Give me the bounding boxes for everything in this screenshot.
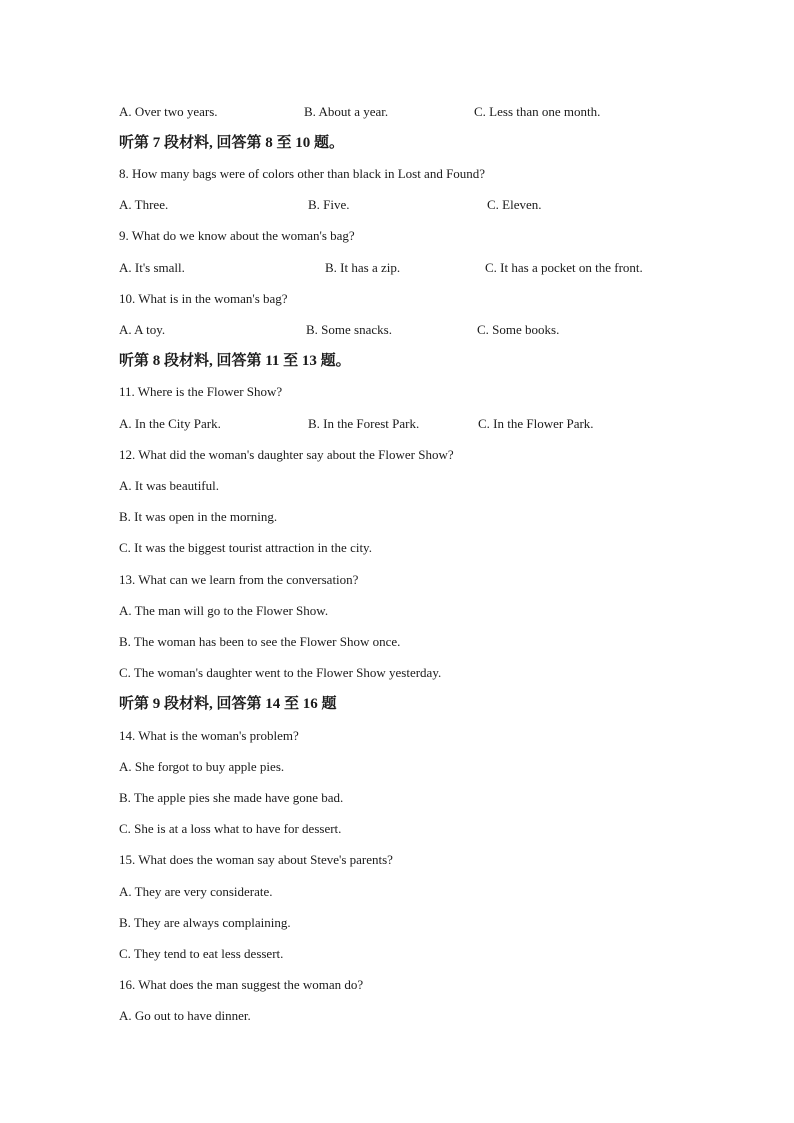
q16-text: 16. What does the man suggest the woman do? <box>119 977 364 992</box>
q11-option-c: C. In the Flower Park. <box>478 416 594 431</box>
q10-option-a: A. A toy. <box>119 322 166 337</box>
q15-option-b: B. They are always complaining. <box>119 915 291 930</box>
q16-option-a: A. Go out to have dinner. <box>119 1008 251 1023</box>
q14-option-b: B. The apple pies she made have gone bad. <box>119 790 344 805</box>
q14-option-c: C. She is at a loss what to have for dessert. <box>119 821 342 836</box>
q11-option-b: B. In the Forest Park. <box>308 416 420 431</box>
q14-option-a: A. She forgot to buy apple pies. <box>119 759 285 774</box>
q13-option-a: A. The man will go to the Flower Show. <box>119 603 329 618</box>
q8-option-b: B. Five. <box>308 197 350 212</box>
q15-option-a: A. They are very considerate. <box>119 884 273 899</box>
q8-option-c: C. Eleven. <box>487 197 542 212</box>
section-heading-7: 听第 7 段材料, 回答第 8 至 10 题。 <box>119 135 345 151</box>
q9-option-c: C. It has a pocket on the front. <box>485 260 643 275</box>
q14-text: 14. What is the woman's problem? <box>119 728 299 743</box>
q13-text: 13. What can we learn from the conversation? <box>119 572 359 587</box>
q12-text: 12. What did the woman's daughter say about the Flower Show? <box>119 447 454 462</box>
q8-text: 8. How many bags were of colors other than black in Lost and Found? <box>119 166 486 181</box>
q9-text: 9. What do we know about the woman's bag? <box>119 228 355 243</box>
q8-option-a: A. Three. <box>119 197 169 212</box>
q13-option-c: C. The woman's daughter went to the Flower Show yesterday. <box>119 665 442 680</box>
q9-option-b: B. It has a zip. <box>325 260 401 275</box>
q15-text: 15. What does the woman say about Steve's parents? <box>119 852 393 867</box>
section-heading-8: 听第 8 段材料, 回答第 11 至 13 题。 <box>119 353 351 369</box>
q10-text: 10. What is in the woman's bag? <box>119 291 288 306</box>
q15-option-c: C. They tend to eat less dessert. <box>119 946 284 961</box>
q7-option-b: B. About a year. <box>304 104 389 119</box>
q7-option-c: C. Less than one month. <box>474 104 601 119</box>
q12-option-b: B. It was open in the morning. <box>119 509 278 524</box>
q11-option-a: A. In the City Park. <box>119 416 221 431</box>
q11-text: 11. Where is the Flower Show? <box>119 384 283 399</box>
q10-option-b: B. Some snacks. <box>306 322 392 337</box>
section-heading-9: 听第 9 段材料, 回答第 14 至 16 题 <box>119 696 337 712</box>
q7-option-a: A. Over two years. <box>119 104 218 119</box>
q13-option-b: B. The woman has been to see the Flower Show once. <box>119 634 401 649</box>
q10-option-c: C. Some books. <box>477 322 560 337</box>
q12-option-a: A. It was beautiful. <box>119 478 220 493</box>
q9-option-a: A. It's small. <box>119 260 185 275</box>
q12-option-c: C. It was the biggest tourist attraction in the city. <box>119 540 372 555</box>
